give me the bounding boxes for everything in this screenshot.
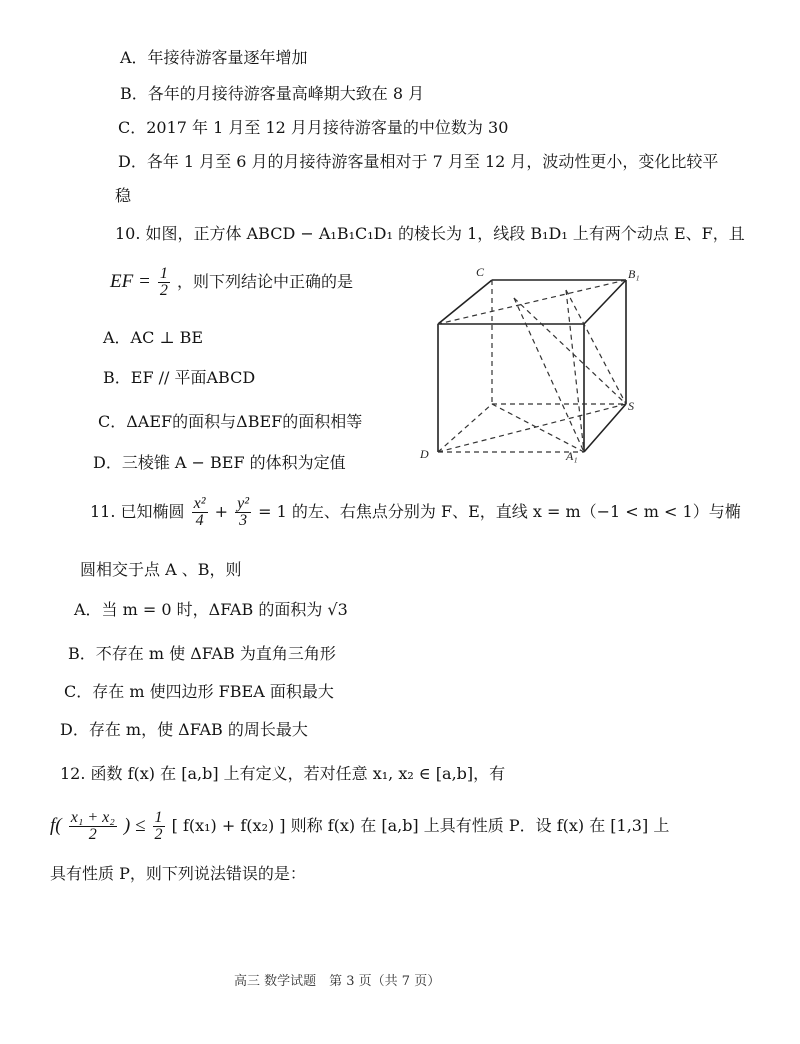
seg-ea bbox=[514, 298, 584, 452]
q12-stem-post: [ f(x₁) + f(x₂) ] 则称 f(x) 在 [a,b] 上具有性质 P．设 f(x) 在 [1,3] 上 bbox=[171, 816, 670, 835]
label-d: D bbox=[420, 447, 429, 461]
q9-option-c: C．2017 年 1 月至 12 月月接待游客量的中位数为 30 bbox=[118, 118, 509, 137]
q12-frac-mean-num: x₁ + x₂ bbox=[70, 809, 115, 826]
q10-fraction-den: 2 bbox=[159, 282, 168, 299]
page-footer: 高三 数学试题 第 3 页（共 7 页） bbox=[234, 974, 441, 989]
q9-option-d-line2: 稳 bbox=[115, 186, 132, 205]
edge-a-b bbox=[584, 404, 626, 452]
seg-fb bbox=[566, 290, 626, 404]
q12-frac-half-den: 2 bbox=[154, 826, 163, 843]
q11-stem-line2: 圆相交于点 A 、B，则 bbox=[80, 560, 242, 579]
q11-stem-pre: 11. 已知椭圆 bbox=[90, 502, 185, 521]
q12-frac-half bbox=[153, 810, 165, 843]
label-s: S bbox=[628, 399, 634, 413]
q10-fraction bbox=[158, 266, 170, 299]
q10-stem-tail: ，则下列结论中正确的是 bbox=[176, 272, 353, 291]
q10-fraction-num: 1 bbox=[159, 265, 168, 282]
q10-option-b: B．EF // 平面ABCD bbox=[103, 368, 256, 387]
q11-frac-x-num: x² bbox=[193, 495, 206, 512]
q11-stem-post: = 1 的左、右焦点分别为 F、E，直线 x = m（−1 < m < 1）与椭 bbox=[258, 502, 741, 521]
seg-eb bbox=[514, 298, 626, 404]
q11-option-d: D．存在 m，使 ΔFAB 的周长最大 bbox=[60, 720, 308, 739]
q10-stem-line1: 10. 如图，正方体 ABCD − A₁B₁C₁D₁ 的棱长为 1，线段 B₁D₁ 上有两个动点 E、F，且 bbox=[115, 224, 745, 243]
q11-plus: + bbox=[214, 502, 229, 521]
q12-frac-mean-den: 2 bbox=[69, 826, 117, 843]
q12-leq: ) ≤ bbox=[123, 815, 146, 836]
label-b1: B₁ bbox=[628, 267, 640, 281]
q9-option-d-line1: D．各年 1 月至 6 月的月接待游客量相对于 7 月至 12 月，波动性更小，变化比较平 bbox=[118, 152, 719, 171]
diag-ca bbox=[492, 404, 584, 452]
q12-frac-half-num: 1 bbox=[154, 809, 163, 826]
q10-option-c: C．ΔAEF的面积与ΔBEF的面积相等 bbox=[98, 412, 363, 431]
cube-figure bbox=[416, 264, 646, 464]
q11-frac-x bbox=[192, 496, 208, 529]
q10-option-d: D．三棱锥 A − BEF 的体积为定值 bbox=[93, 453, 346, 472]
q11-option-a: A．当 m = 0 时，ΔFAB 的面积为 √3 bbox=[74, 600, 348, 619]
q11-frac-x-den: 4 bbox=[192, 512, 208, 529]
q11-frac-y-num: y² bbox=[237, 495, 250, 512]
label-a1: A₁ bbox=[566, 449, 578, 463]
q11-frac-y-den: 3 bbox=[235, 512, 251, 529]
q11-frac-y bbox=[235, 496, 251, 529]
seg-fa bbox=[566, 290, 584, 452]
q11-stem-line1 bbox=[90, 496, 741, 529]
diag-db bbox=[438, 404, 626, 452]
q12-stem-line1: 12. 函数 f(x) 在 [a,b] 上有定义，若对任意 x₁, x₂ ∈ [a,b]，有 bbox=[60, 764, 506, 783]
q10-option-a: A．AC ⊥ BE bbox=[103, 328, 204, 347]
q12-frac-mean bbox=[69, 810, 117, 843]
q12-stem-line3: 具有性质 P，则下列说法错误的是： bbox=[50, 864, 306, 883]
label-c1: C bbox=[476, 265, 485, 279]
q12-f-open: f( bbox=[50, 815, 62, 836]
q11-option-b: B．不存在 m 使 ΔFAB 为直角三角形 bbox=[68, 644, 336, 663]
q9-option-b: B．各年的月接待游客量高峰期大致在 8 月 bbox=[120, 84, 425, 103]
q10-stem-line2 bbox=[110, 266, 353, 299]
edge-b1-a1 bbox=[584, 280, 626, 324]
q11-option-c: C．存在 m 使四边形 FBEA 面积最大 bbox=[64, 682, 334, 701]
q12-stem-line2 bbox=[50, 810, 669, 843]
q9-option-a: A．年接待游客量逐年增加 bbox=[120, 48, 308, 67]
q10-ef-label: EF = bbox=[110, 271, 151, 292]
